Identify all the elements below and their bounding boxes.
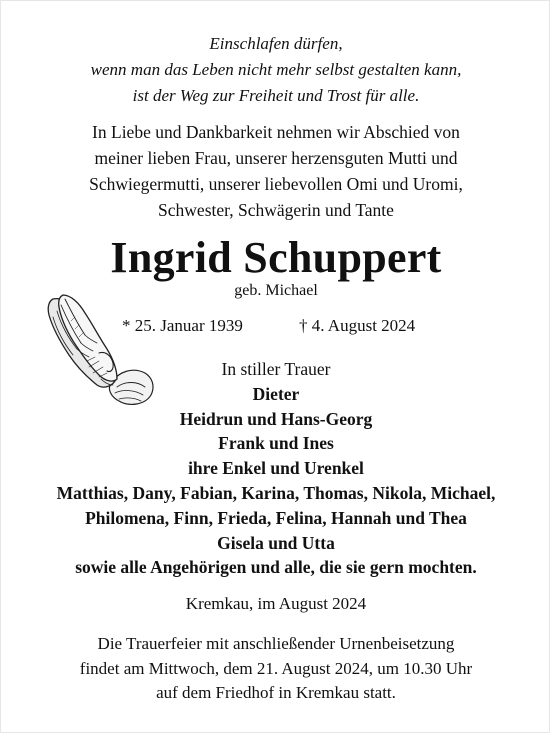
poem-line: ist der Weg zur Freiheit und Trost für alle. (132, 86, 420, 105)
deceased-name: Ingrid Schuppert (110, 233, 442, 282)
death-date: † 4. August 2024 (299, 316, 416, 335)
farewell-text (1, 119, 550, 223)
funeral-info (1, 632, 550, 706)
mourner-line: Matthias, Dany, Fabian, Karina, Thomas, Nikola, Michael, (56, 482, 496, 503)
birth-date: * 25. Januar 1939 (122, 316, 243, 335)
mourning-intro: In stiller Trauer (221, 359, 331, 379)
place-date: Kremkau, im August 2024 (185, 594, 367, 613)
poem-line: Einschlafen dürfen, (209, 34, 343, 53)
farewell-line: Schwiegermutti, unserer liebevollen Omi und Uromi, (89, 174, 463, 194)
mourner-line: Philomena, Finn, Frieda, Felina, Hannah und Thea (85, 507, 467, 528)
farewell-line: In Liebe und Dankbarkeit nehmen wir Abschied von (92, 122, 460, 142)
mourner-line: ihre Enkel und Urenkel (188, 458, 364, 479)
maiden-name: geb. Michael (234, 282, 318, 299)
mourners-list (1, 357, 550, 580)
mourner-line: Heidrun und Hans-Georg (179, 408, 373, 429)
farewell-line: Schwester, Schwägerin und Tante (158, 200, 394, 220)
mourner-line: sowie alle Angehörigen und alle, die sie gern mochten. (75, 557, 477, 578)
mourner-line: Frank und Ines (218, 433, 334, 454)
funeral-line: findet am Mittwoch, dem 21. August 2024, um 10.30 Uhr (79, 658, 473, 678)
funeral-line: Die Trauerfeier mit anschließender Urnenbeisetzung (97, 634, 455, 653)
mourner-line: Dieter (252, 383, 300, 404)
farewell-line: meiner lieben Frau, unserer herzensguten Mutti und (94, 148, 458, 168)
mourner-line: Gisela und Utta (217, 532, 335, 553)
poem (1, 31, 550, 109)
poem-line: wenn man das Leben nicht mehr selbst gestalten kann, (90, 60, 462, 79)
funeral-line: auf dem Friedhof in Kremkau statt. (156, 683, 396, 702)
